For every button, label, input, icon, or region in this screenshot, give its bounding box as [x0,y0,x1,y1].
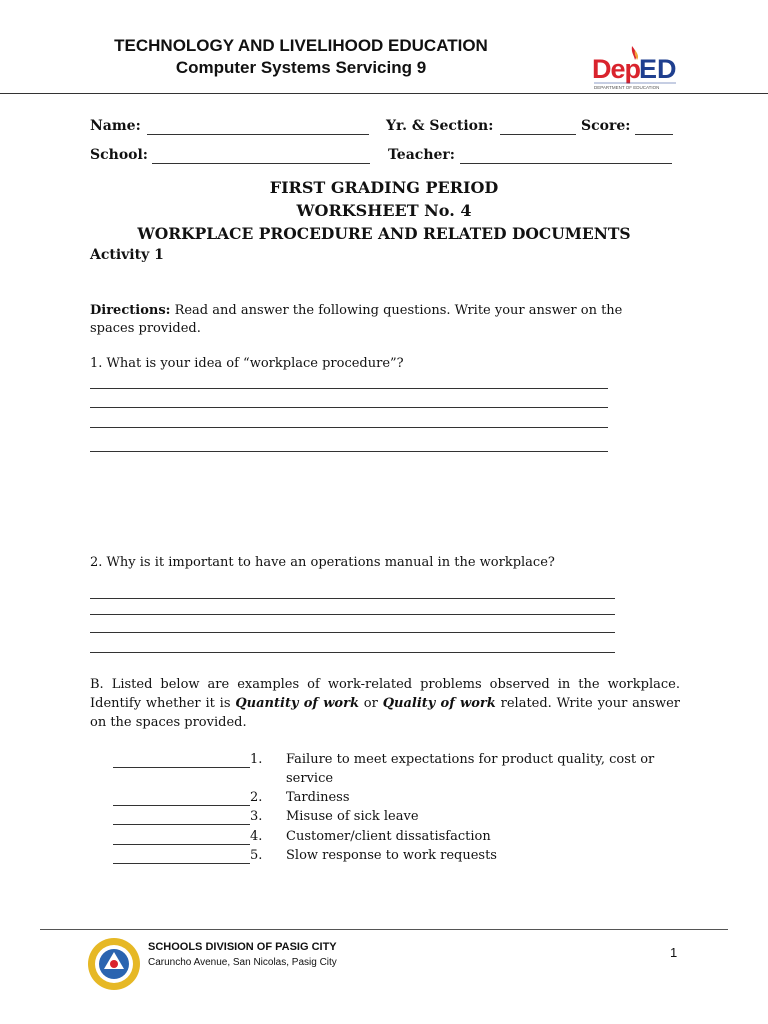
item-number: 5. [250,848,263,863]
item-text: Customer/client dissatisfaction [286,829,491,844]
header-rule [0,93,768,94]
answer-line[interactable] [90,632,615,633]
answer-line[interactable] [90,614,615,615]
answer-line[interactable] [90,407,608,408]
item-number: 3. [250,809,263,824]
form-row-2 [90,147,690,163]
item-answer-blank[interactable] [113,844,250,845]
item-answer-blank[interactable] [113,767,250,768]
item-answer-blank[interactable] [113,805,250,806]
svg-text:ED: ED [639,54,677,84]
deped-logo-graphic [590,42,690,92]
directions-text: Read and answer the following questions. Write your answer on the spaces provided. [90,303,623,336]
page-number: 1 [670,945,678,960]
answer-line[interactable] [90,388,608,389]
item-text: Failure to meet expectations for product quality, cost or [286,752,655,767]
footer-rule [40,929,728,930]
answer-line[interactable] [90,451,608,452]
name-label: Name: [90,118,141,134]
svg-text:Dep: Dep [592,54,641,84]
item-number: 4. [250,829,263,844]
score-field[interactable] [635,134,673,135]
quality-term: Quality of work [382,696,496,711]
form-row-1 [90,118,690,134]
directions [90,302,650,338]
part-b-intro: B. Listed below are examples of work-related problems observed in the workplace. Identify whether it is [90,677,680,711]
item-number: 2. [250,790,263,805]
answer-line[interactable] [90,427,608,428]
activity-label: Activity 1 [90,247,164,263]
division-name: SCHOOLS DIVISION OF PASIG CITY [148,941,337,953]
section-label: Yr. & Section: [386,118,494,134]
part-b-intro-end: related. Write your answer on the spaces provided. [90,696,680,730]
item-number: 1. [250,752,263,767]
worksheet-title: WORKSHEET No. 4 [296,201,472,220]
section-field[interactable] [500,134,576,135]
item-text-continued: service [286,771,334,786]
item-answer-blank[interactable] [113,863,250,864]
answer-line[interactable] [90,598,615,599]
quantity-term: Quantity of work [235,696,359,711]
part-b-instructions [90,675,680,732]
school-field[interactable] [152,163,370,164]
division-seal-icon [87,937,141,991]
grading-period-title: FIRST GRADING PERIOD [269,178,499,197]
document-course: Computer Systems Servicing 9 [175,58,427,77]
item-text: Tardiness [286,790,350,805]
item-answer-blank[interactable] [113,824,250,825]
question-1: 1. What is your idea of “workplace procedure”? [90,356,404,371]
division-address: Caruncho Avenue, San Nicolas, Pasig City [148,957,337,968]
directions-label: Directions: [90,303,171,318]
school-label: School: [90,147,148,163]
svg-text:DEPARTMENT OF EDUCATION: DEPARTMENT OF EDUCATION [594,85,660,90]
or-word: or [358,696,383,711]
teacher-field[interactable] [460,163,672,164]
answer-line[interactable] [90,652,615,653]
teacher-label: Teacher: [388,147,455,163]
name-field[interactable] [147,134,369,135]
deped-logo [590,42,690,92]
topic-title: WORKPLACE PROCEDURE AND RELATED DOCUMENTS [137,224,631,243]
score-label: Score: [581,118,631,134]
item-text: Misuse of sick leave [286,809,419,824]
item-text: Slow response to work requests [286,848,497,863]
document-subject: TECHNOLOGY AND LIVELIHOOD EDUCATION [114,36,488,55]
question-2: 2. Why is it important to have an operations manual in the workplace? [90,555,555,570]
